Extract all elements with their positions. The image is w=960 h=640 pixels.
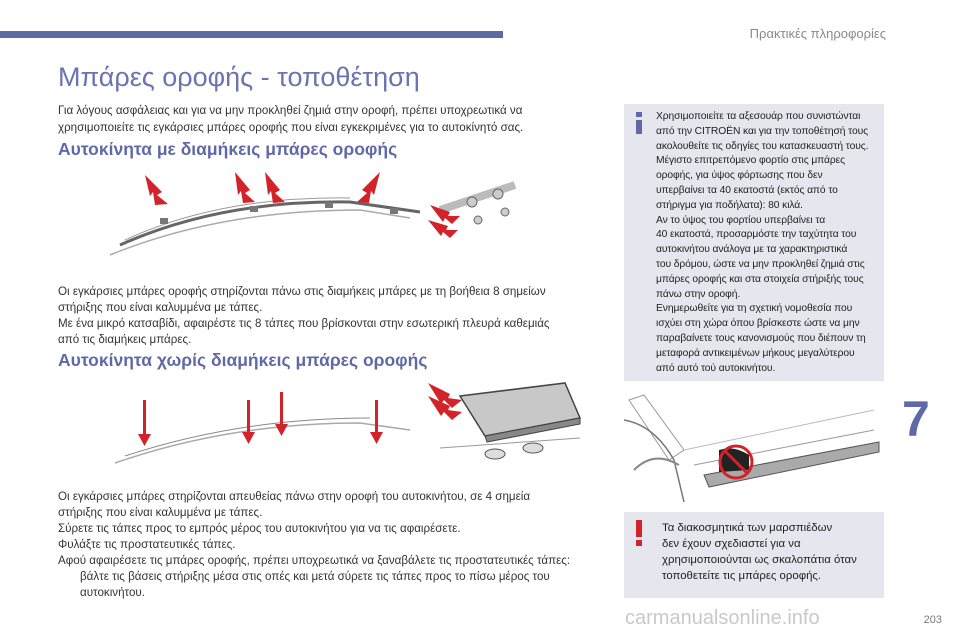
roof-cap-detail <box>440 383 580 459</box>
info-line: μεταφορά αντικειμένων μήκους μεγαλύτερου <box>656 347 855 359</box>
warning-line: δεν έχουν σχεδιαστεί για να <box>662 538 801 550</box>
info-text <box>656 110 881 376</box>
section2-line-5: Αφού αφαιρέσετε τις μπάρες οροφής, πρέπει υποχρεωτικά να ξαναβάλετε τις προστατευτικές τάπες: <box>58 554 571 567</box>
watermark: carmanualsonline.info <box>625 607 820 629</box>
warning-text <box>662 520 877 584</box>
info-line: από αυτό τού αυτοκινήτου. <box>656 362 776 374</box>
section1-line-1: Οι εγκάρσιες μπάρες οροφής στηρίζονται πάνω στις διαμήκεις μπάρες με τη βοήθεια 8 σημείων <box>58 285 546 298</box>
info-line: από την CITROËN και για την τοποθέτησή τους <box>656 125 869 137</box>
info-line: ισχύει στη χώρα όπου βρίσκεστε ώστε να μην <box>656 318 860 330</box>
warning-line: Τα διακοσμητικά των μαρσπιέδων <box>662 522 833 534</box>
info-line: στήριγμα για ποδήλατα): 80 κιλά. <box>656 199 803 211</box>
warning-line: τοποθετείτε τις μπάρες οροφής. <box>662 570 822 582</box>
section2-line-3: Σύρετε τις τάπες προς το εμπρός μέρος του αυτοκινήτου για να τις αφαιρέσετε. <box>58 522 461 535</box>
section2-heading: Αυτοκίνητα χωρίς διαμήκεις μπάρες οροφής <box>58 350 428 370</box>
red-arrows <box>145 172 380 205</box>
section2-line-1: Οι εγκάρσιες μπάρες στηρίζονται απευθείας πάνω στην οροφή του αυτοκινήτου, σε 4 σημεία <box>58 490 531 503</box>
section1-line-3: Με ένα μικρό κατσαβίδι, αφαιρέστε τις 8 τάπες που βρίσκονται στην εσωτερική πλευρά καθεμιάς <box>58 317 550 330</box>
section2-line-2: στήριξης που είναι καλυμμένα με τάπες. <box>58 506 263 519</box>
header-bar <box>0 31 503 38</box>
intro-line-2: χρησιμοποιείτε τις εγκάρσιες μπάρες οροφής που είναι εγκεκριμένες για το αυτοκίνητό σας. <box>58 121 524 134</box>
info-line: του δρόμου, ώστε να μην προκληθεί ζημιά στις <box>656 258 865 270</box>
section-title: Πρακτικές πληροφορίες <box>749 26 886 41</box>
warning-box <box>624 512 884 598</box>
info-line: Μέγιστο επιτρεπόμενο φορτίο στις μπάρες <box>656 155 846 167</box>
section2-line-4: Φυλάξτε τις προστατευτικές τάπες. <box>58 538 236 551</box>
info-box <box>624 104 884 381</box>
section1-line-4: από τις διαμήκεις μπάρες. <box>58 333 192 346</box>
info-line: πάνω στην οροφή. <box>656 288 741 300</box>
door-sill-illustration <box>624 390 884 502</box>
info-line: αυτοκινήτου ανάλογα με τα χαρακτηριστικά <box>656 244 848 256</box>
info-line: Αν το ύψος του φορτίου υπερβαίνει τα <box>656 214 826 226</box>
info-line: ακολουθείτε τις οδηγίες του κατασκευαστή τους. <box>656 140 869 152</box>
section1-line-2: στήριξης που είναι καλυμμένα με τάπες. <box>58 301 263 314</box>
roof-rails-illustration <box>100 170 520 270</box>
info-line: παραβαίνετε τους κανονισμούς που διέπουν τη <box>656 332 866 344</box>
page-number: 203 <box>923 614 942 626</box>
info-line: υπερβαίνει τα 40 εκατοστά (εκτός από το <box>656 184 838 196</box>
chapter-number: 7 <box>902 391 930 447</box>
info-line: Ενημερωθείτε για τη σχετική νομοθεσία που <box>656 303 853 315</box>
page-title: Μπάρες οροφής - τοποθέτηση <box>58 62 420 92</box>
cap-detail <box>428 185 515 238</box>
info-line: οροφής, για ύψος φόρτωσης που δεν <box>656 170 823 182</box>
roof-points-illustration <box>110 378 590 478</box>
info-icon <box>632 112 646 134</box>
info-line: 40 εκατοστά, προσαρμόστε την ταχύτητα του <box>656 229 857 241</box>
warning-icon <box>632 520 646 546</box>
info-line: Χρησιμοποιείτε τα αξεσουάρ που συνιστώνται <box>656 111 861 122</box>
red-arrows-2 <box>138 383 462 446</box>
warning-line: χρησιμοποιούνται ως σκαλοπάτια όταν <box>662 554 857 566</box>
section1-heading: Αυτοκίνητα με διαμήκεις μπάρες οροφής <box>58 139 398 159</box>
section2-bullet-line-1: βάλτε τις βάσεις στήριξης μέσα στις οπές και μετά σύρετε τις τάπες προς το πίσω μέρος του <box>80 570 550 583</box>
info-line: μπάρες οροφής και στα στοιχεία στήριξής τους <box>656 273 864 285</box>
intro-line-1: Για λόγους ασφάλειας και για να μην προκληθεί ζημιά στην οροφή, πρέπει υποχρεωτικά να <box>58 104 523 117</box>
section2-bullet-line-2: αυτοκινήτου. <box>80 586 145 599</box>
